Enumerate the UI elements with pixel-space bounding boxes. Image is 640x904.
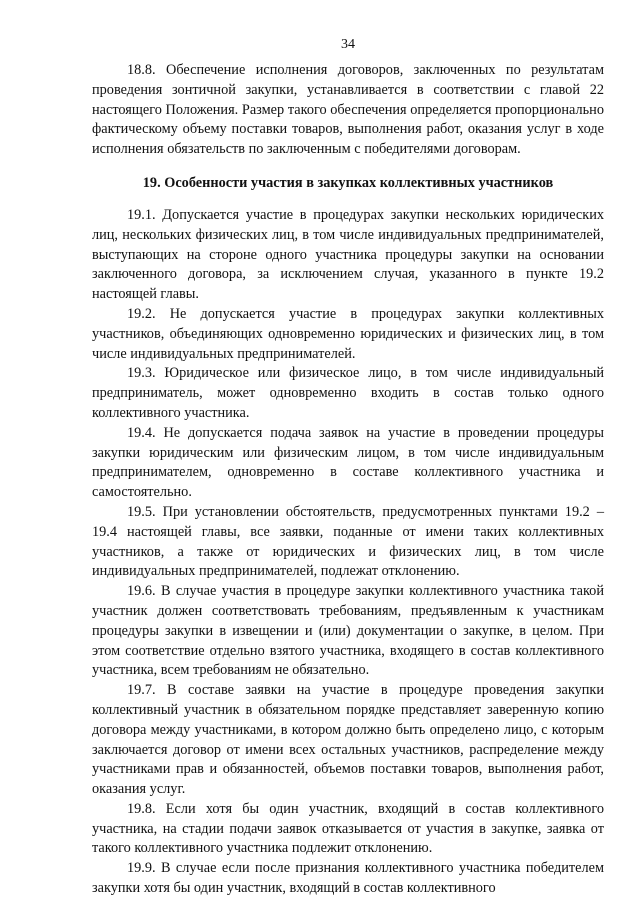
paragraph-19-2: 19.2. Не допускается участие в процедурах закупки коллективных участников, объединяющих одновременно юридических и физических лиц, в том числе индивидуальных предпринимателей. — [92, 305, 604, 362]
paragraph-19-3: 19.3. Юридическое или физическое лицо, в том числе индивидуальный предприниматель, может одновременно входить в состав только одного коллективного участника. — [92, 365, 604, 421]
section-heading: 19. Особенности участия в закупках коллективных участников — [142, 174, 554, 191]
paragraph-19-4: 19.4. Не допускается подача заявок на участие в проведении процедуры закупки юридическим или физическим лицом, в том числе индивидуальным предпринимателем, одновременно в составе коллективного участника и самостоятельно. — [92, 424, 604, 501]
paragraph-19-1: 19.1. Допускается участие в процедурах закупки нескольких юридических лиц, нескольких физических лиц, в том числе индивидуальных предпринимателей, выступающих на стороне одного участника процедуры закупки на основании заключенного договора, за исключением случая, указанного в пункте 19.2 настоящей главы. — [92, 206, 604, 303]
paragraph-19-7: 19.7. В составе заявки на участие в процедуре проведения закупки коллективный участник в обязательном порядке представляет заверенную копию договора между участниками, в котором должно быть определено лицо, с которым заключается договор от имени всех остальных участников, распределение между участниками прав и обязанностей, объемов поставки товаров, выполнения работ, оказания услуг. — [92, 682, 604, 798]
page-number: 34 — [341, 37, 355, 52]
paragraph-19-6: 19.6. В случае участия в процедуре закупки коллективного участника такой участник должен соответствовать требованиям, предъявленным к участникам процедуры закупки в извещении и (или) документации о закупке, в целом. При этом соответствие отдельно взятого участника, входящего в состав коллективного участника, всем требованиям не обязательно. — [92, 583, 604, 679]
paragraph-19-5: 19.5. При установлении обстоятельств, предусмотренных пунктами 19.2 – 19.4 настоящей главы, все заявки, поданные от имени таких коллективных участников, а также от юридических и физических лиц, в том числе индивидуальных предпринимателей, подлежат отклонению. — [92, 503, 604, 580]
paragraph-19-9: 19.9. В случае если после признания коллективного участника победителем закупки хотя бы один участник, входящий в состав коллективного — [92, 860, 604, 897]
paragraph-18-8: 18.8. Обеспечение исполнения договоров, заключенных по результатам проведения зонтичной закупки, устанавливается в соответствии с главой 22 настоящего Положения. Размер такого обеспечения определяется пропорционально фактическому объему поставки товаров, выполнения работ, оказания услуг в ходе исполнения обязательств по заключенным с победителями договорам. — [92, 62, 604, 158]
paragraph-19-8: 19.8. Если хотя бы один участник, входящий в состав коллективного участника, на стадии подачи заявок отказывается от участия в закупке, заявка от такого коллективного участника подлежит отклонению. — [92, 800, 604, 857]
